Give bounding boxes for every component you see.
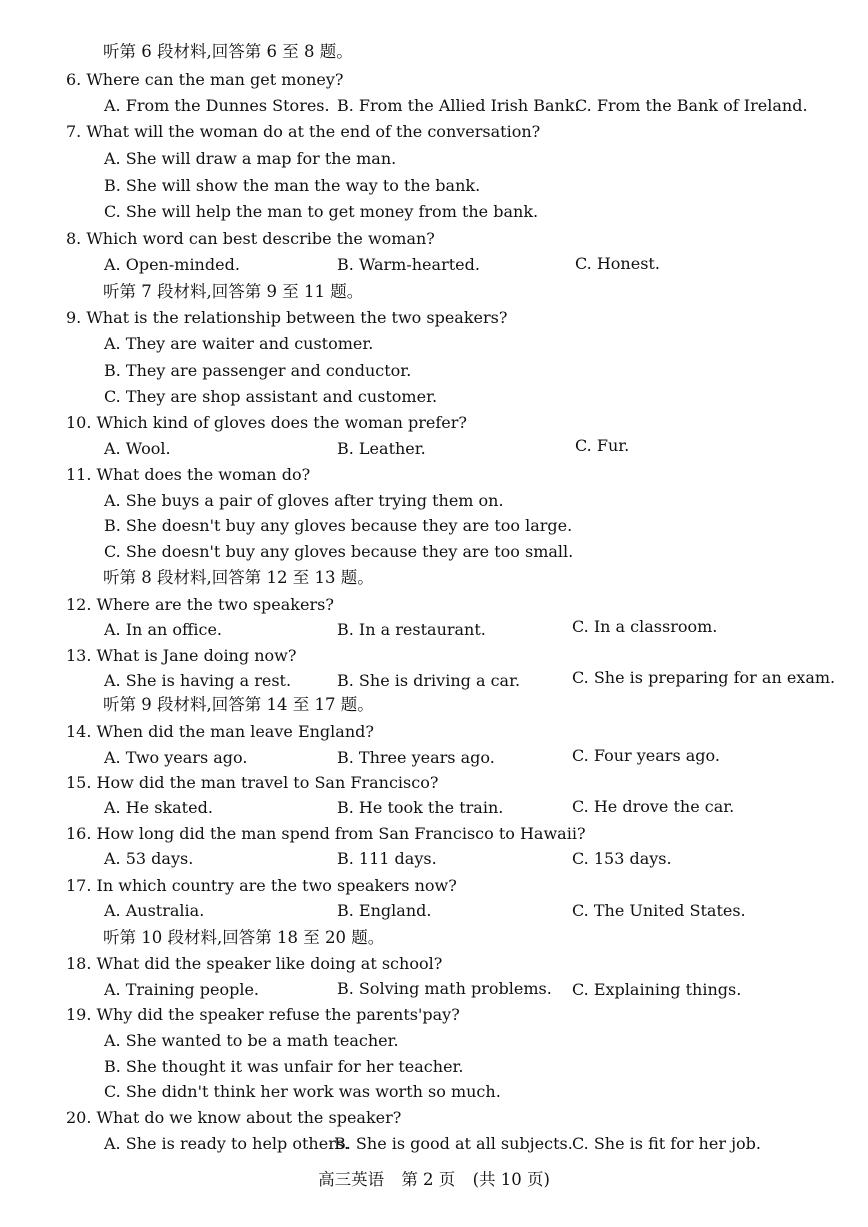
option-b: B. She will show the man the way to the bank. <box>104 176 481 195</box>
option-b: B. Solving math problems. <box>337 979 552 998</box>
option-a: A. From the Dunnes Stores. <box>104 96 330 115</box>
option-b: B. She doesn't buy any gloves because they are too large. <box>104 516 573 535</box>
question-stem: 18. What did the speaker like doing at school? <box>66 954 443 973</box>
question-stem: 7. What will the woman do at the end of the conversation? <box>66 122 541 141</box>
question-stem: 9. What is the relationship between the two speakers? <box>66 308 508 327</box>
question-stem: 8. Which word can best describe the woman? <box>66 229 435 248</box>
option-a: A. She wanted to be a math teacher. <box>104 1031 399 1050</box>
question-stem: 11. What does the woman do? <box>66 465 311 484</box>
question-stem: 12. Where are the two speakers? <box>66 595 334 614</box>
question-stem: 15. How did the man travel to San Francisco? <box>66 773 439 792</box>
option-c: C. 153 days. <box>572 849 672 868</box>
footer-total-pages: (共 10 页) <box>472 1170 550 1189</box>
option-a: A. Australia. <box>104 901 205 920</box>
option-a: A. He skated. <box>104 798 213 817</box>
option-c: C. She doesn't buy any gloves because they are too small. <box>104 542 574 561</box>
option-b: B. They are passenger and conductor. <box>104 361 412 380</box>
section-heading: 听第 7 段材料,回答第 9 至 11 题。 <box>103 282 364 301</box>
option-c: C. Explaining things. <box>572 980 742 999</box>
option-a: A. They are waiter and customer. <box>104 334 374 353</box>
option-a: A. She will draw a map for the man. <box>104 149 397 168</box>
option-b: B. He took the train. <box>337 798 504 817</box>
option-a: A. 53 days. <box>104 849 194 868</box>
section-heading: 听第 10 段材料,回答第 18 至 20 题。 <box>103 928 385 947</box>
option-b: B. She is good at all subjects. <box>334 1134 573 1153</box>
question-stem: 13. What is Jane doing now? <box>66 646 297 665</box>
option-c: C. They are shop assistant and customer. <box>104 387 438 406</box>
question-stem: 14. When did the man leave England? <box>66 722 374 741</box>
option-b: B. England. <box>337 901 432 920</box>
option-a: A. She buys a pair of gloves after trying them on. <box>104 491 504 510</box>
option-b: B. 111 days. <box>337 849 437 868</box>
question-stem: 20. What do we know about the speaker? <box>66 1108 402 1127</box>
option-b: B. Warm-hearted. <box>337 255 480 274</box>
option-a: A. She is ready to help others. <box>104 1134 350 1153</box>
option-a: A. Two years ago. <box>104 748 248 767</box>
option-c: C. She will help the man to get money from the bank. <box>104 202 539 221</box>
option-c: C. The United States. <box>572 901 746 920</box>
option-a: A. Open-minded. <box>104 255 240 274</box>
option-c: C. She is preparing for an exam. <box>572 668 836 687</box>
section-heading: 听第 9 段材料,回答第 14 至 17 题。 <box>103 695 374 714</box>
option-b: B. She thought it was unfair for her teacher. <box>104 1057 464 1076</box>
option-c: C. He drove the car. <box>572 797 735 816</box>
section-heading: 听第 8 段材料,回答第 12 至 13 题。 <box>103 568 374 587</box>
footer-page-number: 第 2 页 <box>401 1170 456 1189</box>
page-footer <box>0 1170 868 1190</box>
option-a: A. Wool. <box>104 439 171 458</box>
question-stem: 16. How long did the man spend from San Francisco to Hawaii? <box>66 824 586 843</box>
option-b: B. She is driving a car. <box>337 671 521 690</box>
option-c: C. Four years ago. <box>572 746 720 765</box>
question-stem: 17. In which country are the two speakers now? <box>66 876 457 895</box>
option-b: B. Leather. <box>337 439 426 458</box>
option-c: C. Honest. <box>575 254 660 273</box>
option-c: C. She is fit for her job. <box>572 1134 761 1153</box>
question-stem: 19. Why did the speaker refuse the parents'pay? <box>66 1005 460 1024</box>
question-stem: 10. Which kind of gloves does the woman prefer? <box>66 413 467 432</box>
option-c: C. She didn't think her work was worth so much. <box>104 1082 501 1101</box>
option-c: C. Fur. <box>575 436 630 455</box>
question-stem: 6. Where can the man get money? <box>66 70 344 89</box>
option-c: C. From the Bank of Ireland. <box>575 96 808 115</box>
option-b: B. In a restaurant. <box>337 620 486 639</box>
option-b: B. Three years ago. <box>337 748 495 767</box>
footer-subject: 高三英语 <box>318 1170 385 1189</box>
option-b: B. From the Allied Irish Bank. <box>337 96 580 115</box>
option-c: C. In a classroom. <box>572 617 718 636</box>
section-heading: 听第 6 段材料,回答第 6 至 8 题。 <box>103 42 353 61</box>
option-a: A. Training people. <box>104 980 260 999</box>
option-a: A. In an office. <box>104 620 222 639</box>
option-a: A. She is having a rest. <box>104 671 292 690</box>
